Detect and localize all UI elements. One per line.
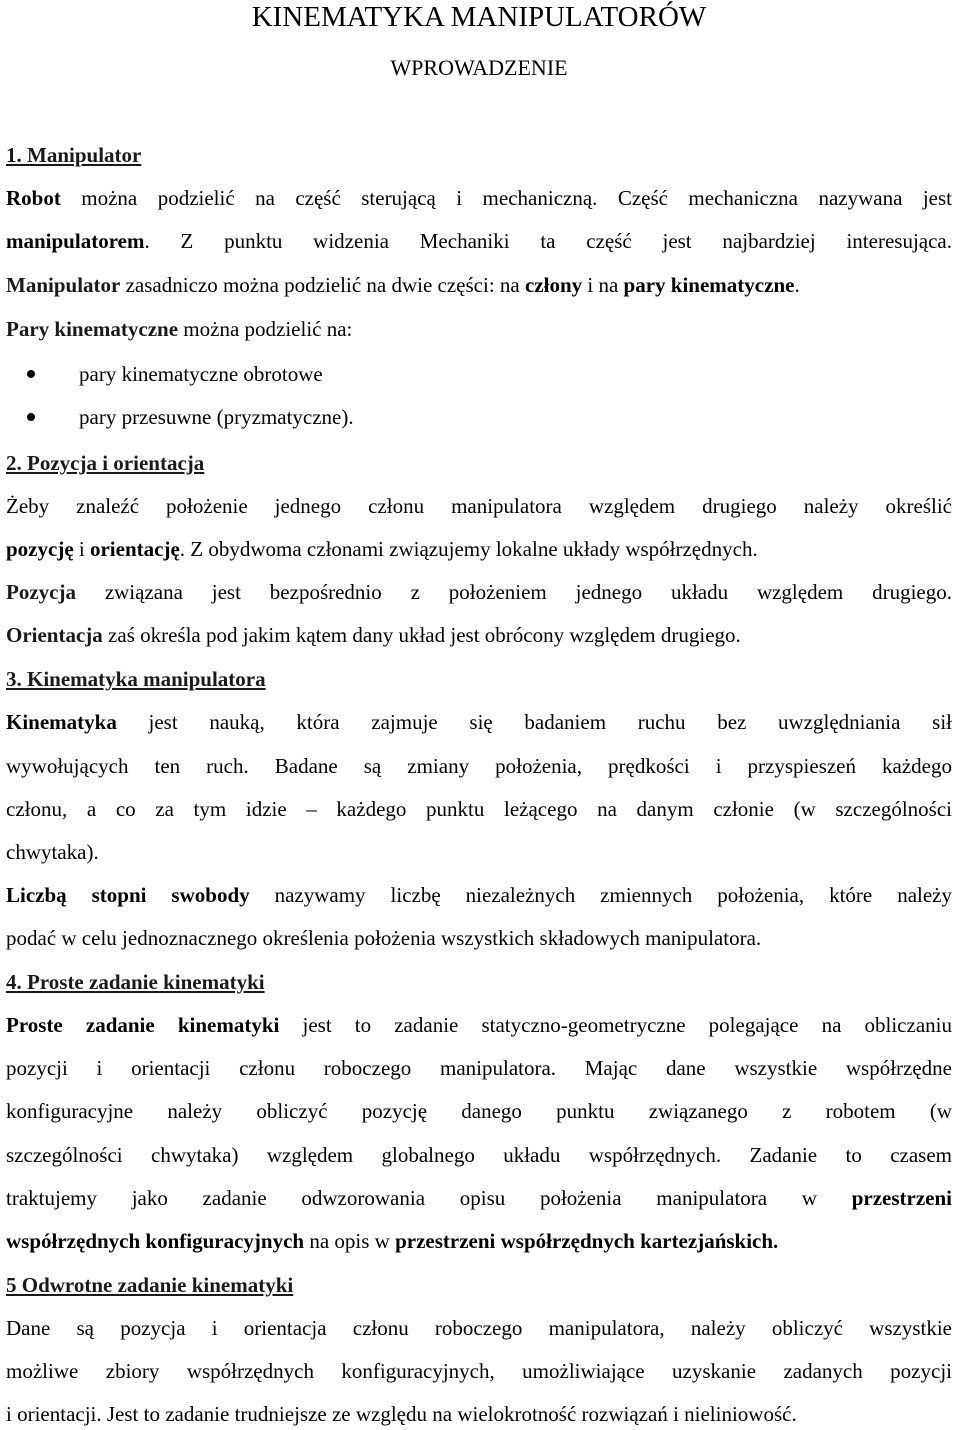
paragraph-line: manipulatorem. Z punktu widzenia Mechaniki ta część jest najbardziej interesująca. <box>6 229 952 253</box>
paragraph-line: pozycję i orientację. Z obydwoma członami związujemy lokalne układy współrzędnych. <box>6 537 758 561</box>
paragraph-line: szczególności chwytaka) względem globalnego układu współrzędnych. Zadanie to czasem <box>6 1143 952 1167</box>
paragraph-line: Żeby znaleźć położenie jednego członu manipulatora względem drugiego należy określić <box>6 494 952 518</box>
paragraph-line: traktujemy jako zadanie odwzorowania opisu położenia manipulatora w przestrzeni <box>6 1186 952 1210</box>
section-5-heading: 5 Odwrotne zadanie kinematyki <box>6 1273 294 1297</box>
paragraph-line: Manipulator zasadniczo można podzielić na dwie części: na człony i na pary kinematyczne. <box>6 273 800 297</box>
paragraph-line: możliwe zbiory współrzędnych konfiguracyjnych, umożliwiające uzyskanie zadanych pozycji <box>6 1359 952 1383</box>
section-3-heading: 3. Kinematyka manipulatora <box>6 667 266 691</box>
paragraph-line: Kinematyka jest nauką, która zajmuje się badaniem ruchu bez uwzględniania sił <box>6 710 952 734</box>
paragraph-line: konfiguracyjne należy obliczyć pozycję danego punktu związanego z robotem (w <box>6 1099 952 1123</box>
paragraph-line: Orientacja zaś określa pod jakim kątem dany układ jest obrócony względem drugiego. <box>6 623 741 647</box>
document-subtitle: WPROWADZENIE <box>390 55 568 80</box>
bullet-dot <box>27 370 35 378</box>
paragraph-line: wywołujących ten ruch. Badane są zmiany położenia, prędkości i przyspieszeń każdego <box>6 754 952 778</box>
list-item: pary kinematyczne obrotowe <box>79 362 323 386</box>
document-title: KINEMATYKA MANIPULATORÓW <box>251 1 707 33</box>
paragraph-line: Liczbą stopni swobody nazywamy liczbę niezależnych zmiennych położenia, które należy <box>6 883 952 907</box>
section-2-heading: 2. Pozycja i orientacja <box>6 451 205 475</box>
paragraph-line: członu, a co za tym idzie – każdego punktu leżącego na danym członie (w szczególności <box>6 797 952 821</box>
list-item: pary przesuwne (pryzmatyczne). <box>79 405 354 429</box>
section-4-heading: 4. Proste zadanie kinematyki <box>6 970 265 994</box>
paragraph-line: Robot można podzielić na część sterującą i mechaniczną. Część mechaniczna nazywana jest <box>6 186 952 210</box>
paragraph-line: Pozycja związana jest bezpośrednio z położeniem jednego układu względem drugiego. <box>6 580 952 604</box>
paragraph-line: i orientacji. Jest to zadanie trudniejsze ze względu na wielokrotność rozwiązań i nieliniowość. <box>6 1402 797 1426</box>
paragraph-line: chwytaka). <box>6 840 99 864</box>
paragraph-line: współrzędnych konfiguracyjnych na opis w przestrzeni współrzędnych kartezjańskich. <box>6 1229 779 1253</box>
paragraph-line: podać w celu jednoznacznego określenia położenia wszystkich składowych manipulatora. <box>6 926 762 950</box>
paragraph-line: Proste zadanie kinematyki jest to zadanie statyczno-geometryczne polegające na obliczaniu <box>6 1013 952 1037</box>
paragraph-line: Dane są pozycja i orientacja członu roboczego manipulatora, należy obliczyć wszystkie <box>6 1316 952 1340</box>
bullet-dot <box>27 413 35 421</box>
paragraph-line: Pary kinematyczne można podzielić na: <box>6 317 353 341</box>
section-1-heading: 1. Manipulator <box>6 143 142 167</box>
paragraph-line: pozycji i orientacji członu roboczego manipulatora. Mając dane wszystkie współrzędne <box>6 1056 952 1080</box>
